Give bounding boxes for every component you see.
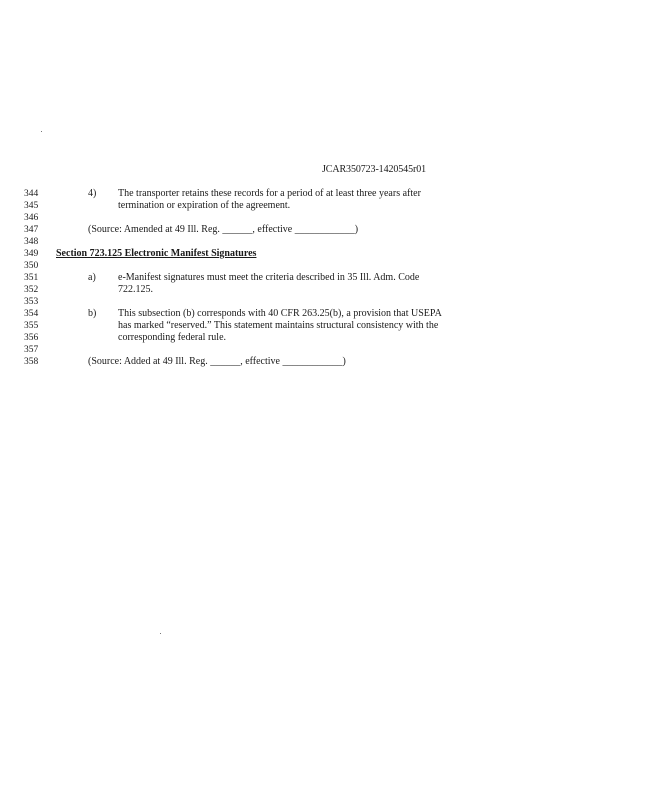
line-number: 358 (24, 357, 39, 367)
line-number: 352 (24, 285, 39, 295)
line-text: has marked “reserved.” This statement maintains structural consistency with the (118, 320, 439, 331)
line-number: 349 (24, 249, 39, 259)
subsection-label: 4) (88, 188, 97, 199)
line-number: 357 (24, 345, 39, 355)
line-number: 351 (24, 273, 39, 283)
subsection-label: b) (88, 308, 97, 319)
document-id: JCAR350723-1420545r01 (322, 164, 427, 175)
line-number: 354 (24, 309, 39, 319)
source-note: (Source: Added at 49 Ill. Reg. ______, effective ____________) (88, 356, 346, 367)
line-text: This subsection (b) corresponds with 40 CFR 263.25(b), a provision that USEPA (118, 308, 442, 319)
scan-speck (160, 633, 161, 634)
line-number: 344 (24, 189, 39, 199)
line-number: 350 (24, 261, 39, 271)
line-number: 345 (24, 201, 39, 211)
line-number: 355 (24, 321, 39, 331)
line-number: 347 (24, 225, 39, 235)
section-heading: Section 723.125 Electronic Manifest Signatures (56, 248, 257, 259)
source-note: (Source: Amended at 49 Ill. Reg. ______, effective ____________) (88, 224, 359, 235)
subsection-label: a) (88, 272, 96, 283)
line-text: 722.125. (118, 284, 153, 295)
line-number: 348 (24, 237, 39, 247)
line-text: e-Manifest signatures must meet the criteria described in 35 Ill. Adm. Code (118, 272, 420, 283)
line-text: termination or expiration of the agreement. (118, 200, 291, 211)
scan-speck (41, 131, 42, 132)
line-text: The transporter retains these records for a period of at least three years after (118, 188, 421, 199)
line-number: 346 (24, 213, 39, 223)
line-number: 356 (24, 333, 39, 343)
line-number: 353 (24, 297, 39, 307)
line-text: corresponding federal rule. (118, 332, 227, 343)
